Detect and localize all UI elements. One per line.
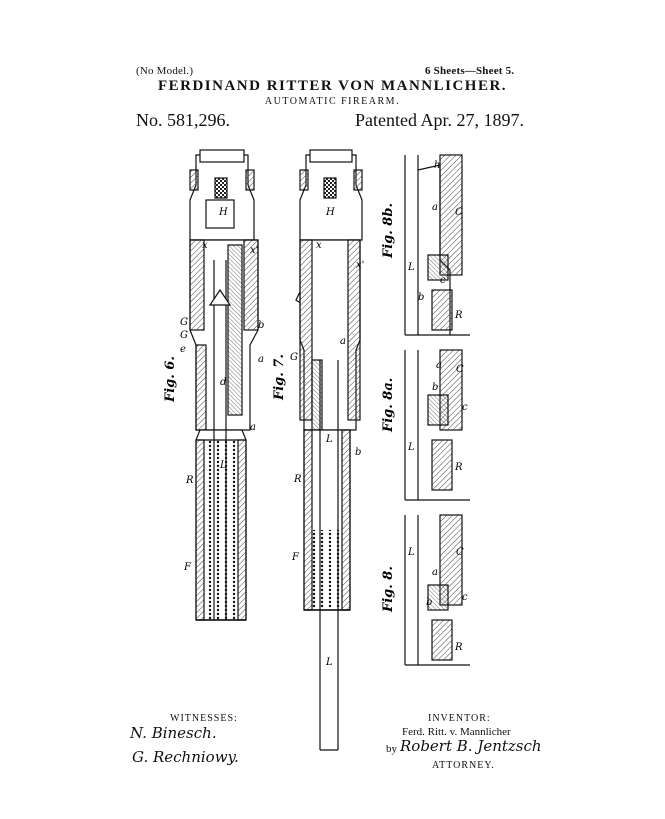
- fig8b-letter-R: R: [455, 310, 463, 321]
- inventor-name: FERDINAND RITTER VON MANNLICHER.: [157, 78, 508, 94]
- inventor-signature: Ferd. Ritt. v. Mannlicher: [402, 726, 511, 738]
- fig7-letter-R: R: [294, 474, 302, 485]
- fig6-letter-x: x: [202, 240, 208, 251]
- fig7-letter-a: a: [340, 336, 346, 347]
- fig8a-letter-c: c: [462, 402, 468, 413]
- figure-8b-drawing: [405, 155, 470, 335]
- fig6-letter-G2: G: [180, 330, 188, 341]
- fig8-letter-R: R: [455, 642, 463, 653]
- fig7-letter-x: x: [316, 240, 322, 251]
- fig7-label: Fig. 7.: [272, 354, 287, 400]
- fig8b-letter-b: b: [418, 292, 425, 303]
- fig8-letter-c: c: [462, 592, 468, 603]
- fig6-letter-e: e: [180, 344, 186, 355]
- fig6-letter-R: R: [186, 475, 194, 486]
- fig8a-label: Fig. 8a.: [381, 377, 396, 432]
- fig8b-letter-C: C: [455, 207, 463, 218]
- fig8b-letter-c: c: [440, 275, 446, 286]
- fig8-letter-C: C: [456, 547, 464, 558]
- inventor-label: INVENTOR:: [428, 713, 491, 724]
- fig6-letter-L: L: [220, 460, 227, 471]
- patent-number: No. 581,296.: [136, 110, 230, 130]
- fig8b-letter-a: a: [432, 202, 438, 213]
- fig8a-letter-R: R: [455, 462, 463, 473]
- fig6-letter-a: a: [258, 354, 264, 365]
- model-note: (No Model.): [136, 65, 194, 77]
- fig6-letter-G: G: [180, 317, 188, 328]
- fig6-letter-x-prime: x': [250, 245, 259, 256]
- by-label: by: [386, 743, 397, 755]
- fig8-label: Fig. 8.: [381, 566, 396, 612]
- fig7-letter-F: F: [292, 552, 299, 563]
- fig8b-letter-L: L: [408, 262, 415, 273]
- fig8-letter-b: b: [426, 597, 433, 608]
- fig7-letter-G: G: [290, 352, 298, 363]
- fig7-letter-b: b: [355, 447, 362, 458]
- invention-title: AUTOMATIC FIREARM.: [264, 96, 401, 107]
- witness-1-signature: N. Binesch.: [130, 724, 217, 742]
- fig6-letter-H: H: [219, 207, 228, 218]
- fig8-letter-L: L: [408, 547, 415, 558]
- witnesses-label: WITNESSES:: [170, 713, 238, 724]
- fig8a-letter-C: C: [456, 364, 464, 375]
- fig7-letter-H: H: [326, 207, 335, 218]
- fig7-letter-x-prime: x': [356, 260, 365, 271]
- fig7-letter-L: L: [326, 434, 333, 445]
- fig8b-letter-h: h: [434, 160, 441, 171]
- patent-date: Patented Apr. 27, 1897.: [355, 110, 524, 130]
- attorney-label: ATTORNEY.: [432, 760, 495, 771]
- fig6-letter-F: F: [184, 562, 191, 573]
- sheet-info: 6 Sheets—Sheet 5.: [425, 65, 515, 77]
- fig6-letter-a2: a: [250, 422, 256, 433]
- fig8a-letter-b: b: [432, 382, 439, 393]
- fig8a-letter-a: a: [436, 360, 442, 371]
- fig8-letter-a: a: [432, 567, 438, 578]
- attorney-signature: Robert B. Jentzsch: [400, 737, 542, 755]
- witness-2-signature: G. Rechniowy.: [132, 748, 239, 766]
- fig6-label: Fig. 6.: [163, 356, 178, 402]
- fig8b-label: Fig. 8b.: [381, 203, 396, 258]
- fig8a-letter-L: L: [408, 442, 415, 453]
- fig7-letter-L2: L: [326, 657, 333, 668]
- fig6-letter-d: d: [220, 377, 227, 388]
- fig6-letter-b: b: [258, 320, 265, 331]
